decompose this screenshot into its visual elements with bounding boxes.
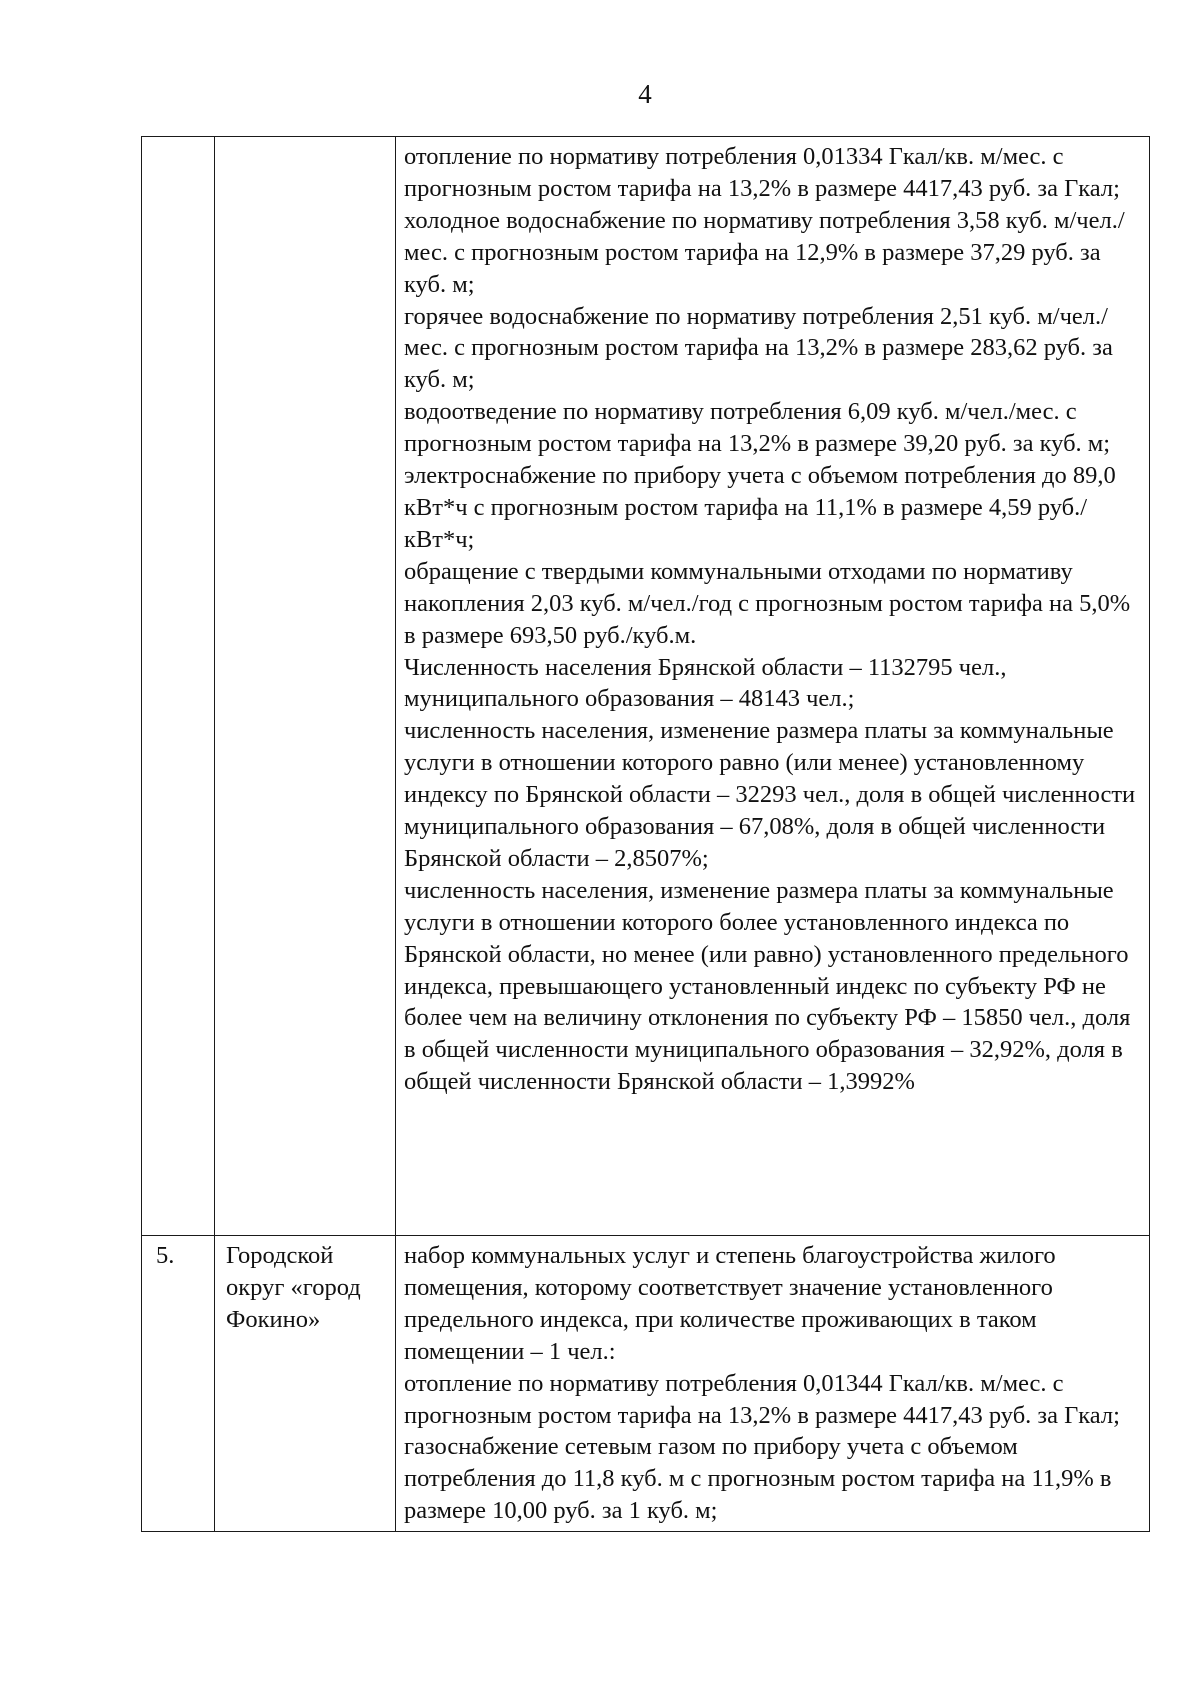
table-row: [142, 137, 1150, 1236]
row-number-cell: [142, 137, 215, 1236]
paragraph: численность населения, изменение размера платы за коммунальные услуги в отношении которого равно (или менее) установленному индексу по Брянской области – 32293 чел., доля в общей численности муниципального образования – 67,08%, доля в общей численности Брянской области – 2,8507%;: [404, 717, 1136, 872]
paragraph: обращение с твердыми коммунальными отходами по нормативу накопления 2,03 куб. м/чел./год с прогнозным ростом тарифа на 5,0% в размере 693,50 руб./куб.м.: [404, 557, 1131, 649]
description-cell: [396, 1236, 1150, 1532]
paragraph: отопление по нормативу потребления 0,01344 Гкал/кв. м/мес. с прогнозным ростом тарифа на 13,2% в размере 4417,43 руб. за Гкал;: [404, 1369, 1120, 1429]
paragraph: газоснабжение сетевым газом по прибору учета с объемом потребления до 11,8 куб. м с прогнозным ростом тарифа на 11,9% в размере 10,00 руб. за 1 куб. м;: [404, 1433, 1112, 1525]
paragraph: горячее водоснабжение по нормативу потребления 2,51 куб. м/чел./мес. с прогнозным ростом тарифа на 13,2% в размере 283,62 руб. за куб. м;: [404, 302, 1113, 394]
municipality-cell: Городской округ «город Фокино»: [215, 1236, 396, 1532]
description-cell: [396, 137, 1150, 1236]
paragraph: отопление по нормативу потребления 0,01334 Гкал/кв. м/мес. с прогнозным ростом тарифа на 13,2% в размере 4417,43 руб. за Гкал;: [404, 143, 1120, 202]
paragraph: численность населения, изменение размера платы за коммунальные услуги в отношении которого более установленного индекса по Брянской области, но менее (или равно) установленного предельного индекса, превышающего установленный индекс по субъекту РФ не более чем на величину отклонения по субъекту РФ – 15850 чел., доля в общей численности муниципального образования – 32,92%, доля в общей численности Брянской области – 1,3992%: [404, 876, 1131, 1096]
page-number: 4: [638, 79, 652, 109]
paragraph: набор коммунальных услуг и степень благоустройства жилого помещения, которому соответствует значение установленного предельного индекса, при количестве проживающих в таком помещении – 1 чел.:: [404, 1242, 1056, 1365]
paragraph: электроснабжение по прибору учета с объемом потребления до 89,0 кВт*ч с прогнозным ростом тарифа на 11,1% в размере 4,59 руб./кВт*ч;: [404, 462, 1116, 553]
row-number-cell: 5.: [142, 1236, 215, 1532]
paragraph: Численность населения Брянской области – 1132795 чел., муниципального образования – 48143 чел.;: [404, 653, 1007, 713]
municipality-cell: [215, 137, 396, 1236]
paragraph: холодное водоснабжение по нормативу потребления 3,58 куб. м/чел./мес. с прогнозным ростом тарифа на 12,9% в размере 37,29 руб. за куб. м;: [404, 206, 1125, 298]
table-row: [142, 1236, 1150, 1532]
tariff-table: [141, 136, 1150, 1532]
paragraph: водоотведение по нормативу потребления 6,09 куб. м/чел./мес. с прогнозным ростом тарифа на 13,2% в размере 39,20 руб. за куб. м;: [404, 398, 1111, 458]
